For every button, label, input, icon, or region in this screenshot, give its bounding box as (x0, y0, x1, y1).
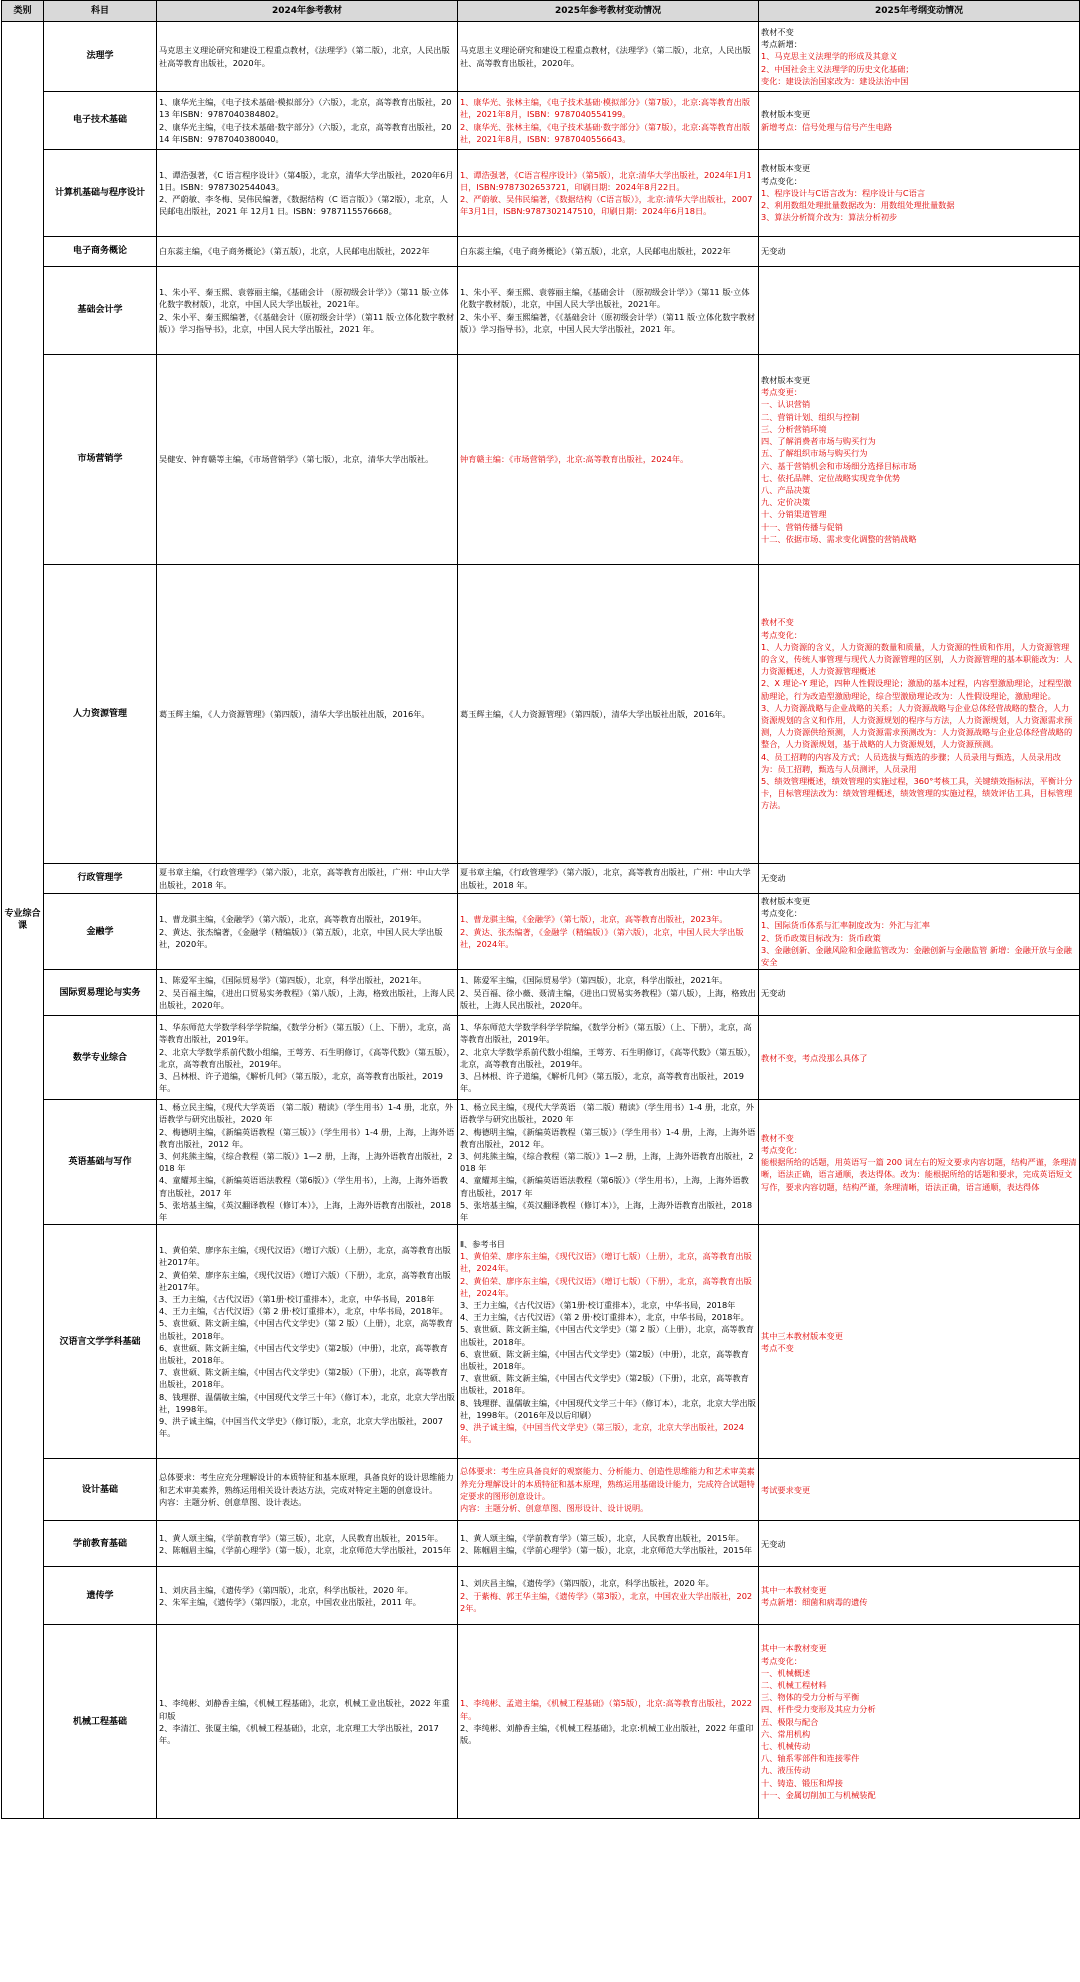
cell-line: 白东蕊主编，《电子商务概论》（第五版），北京，人民邮电出版社，2022年 (159, 246, 430, 257)
table-row (2, 894, 1080, 970)
cell-line: 吴健安、钟育赣等主编，《市场营销学》（第七版），北京，清华大学出版社。 (159, 454, 434, 465)
outline-2025-cell (759, 1521, 1080, 1567)
ref-2024-cell (157, 22, 458, 92)
cell-line: 考点不变 (761, 1342, 794, 1353)
cell-line: 2、吴百福主编，《进出口贸易实务教程》（第八版），上海，格致出版社，上海人民出版社，2020年。 (159, 987, 455, 1010)
outline-2025-cell (759, 150, 1080, 237)
cell-line: 1、刘庆昌主编，《遗传学》（第四版），北京，科学出版社，2020 年。 (460, 1578, 714, 1589)
header-category: 类别 (2, 1, 44, 22)
cell-line: 1、朱小平、秦玉熙、袁蓉丽主编，《基础会计 （原初级会计学）》（第11 版·立体化数字教材版），北京，中国人民大学出版社，2021年。 (460, 287, 750, 310)
cell-line: 能根据所给的话题，用英语写一篇 200 词左右的短文要求内容切题，结构严谨，条理清晰，语法正确，语言通顺，表达得体。改为：能根据所给的话题和要求，完成英语短文写作，要求内容切题，结构严谨，条理清晰，语法正确，语言通顺，表达得体 (761, 1157, 1077, 1192)
cell-line: 8、钱理群、温儒敏主编，《中国现代文学三十年》（修订本），北京，北京大学出版社，1998年。（2016年及以后印刷） (460, 1397, 756, 1420)
cell-line: 2、黄伯荣、廖序东主编，《现代汉语》（增订七版）（下册），北京，高等教育出版社，2024年。 (460, 1275, 752, 1298)
cell-line: 1、黄伯荣、廖序东主编，《现代汉语》（增订七版）（上册），北京，高等教育出版社，2024年。 (460, 1251, 752, 1274)
cell-line: 1、刘庆昌主编，《遗传学》（第四版），北京，科学出版社，2020 年。 (159, 1584, 413, 1595)
cell-line: 4、王力主编，《古代汉语》（第 2 册·校订重排本），北京，中华书局，2018年。 (460, 1312, 749, 1323)
header-row (2, 1, 1080, 22)
outline-2025-cell (759, 267, 1080, 355)
cell-line: 五、极限与配合 (761, 1716, 819, 1727)
cell-line: 7、袁世硕、陈文新主编，《中国古代文学史》（第2版）（下册），北京，高等教育出版社，2018年。 (159, 1367, 448, 1390)
ref-2025-cell (458, 1521, 759, 1567)
cell-line: 1、黄伯荣、廖序东主编，《现代汉语》（增订六版）（上册），北京，高等教育出版社2017年。 (159, 1245, 451, 1268)
subject-cell: 法理学 (44, 22, 157, 92)
cell-line: 2、朱小平、秦玉熙编著，《《基础会计（原初级会计学）（第11 版·立体化数字教材版）》学习指导书》，北京，中国人民大学出版社，2021 年。 (460, 311, 756, 334)
cell-line: 四、了解消费者市场与购买行为 (761, 436, 876, 447)
table-row (2, 92, 1080, 150)
cell-line: 5、袁世硕、陈文新主编，《中国古代文学史》（第 2 版）（上册），北京，高等教育出版社，2018年。 (460, 1324, 754, 1347)
cell-line: 葛玉辉主编，《人力资源管理》（第四版），清华大学出版社出版，2016年。 (460, 708, 731, 719)
cell-line: 2、中国社会主义法理学的历史文化基础； (761, 63, 914, 74)
ref-2025-cell (458, 970, 759, 1016)
outline-2025-cell (759, 970, 1080, 1016)
ref-2024-cell (157, 970, 458, 1016)
cell-line: 3、王力主编，《古代汉语》（第1册·校订重排本），北京，中华书局，2018年 (460, 1300, 736, 1311)
cell-line: 教材版本变更 (761, 109, 811, 120)
subject-cell: 基础会计学 (44, 267, 157, 355)
cell-line: 二、营销计划、组织与控制 (761, 411, 860, 422)
cell-line: 2、北京大学数学系前代数小组编，王萼芳、石生明修订，《高等代数》（第五版），北京，高等教育出版社，2019年。 (460, 1046, 756, 1069)
cell-line: 十一、金属切削加工与机械装配 (761, 1789, 876, 1800)
cell-line: 七、依托品牌、定位战略实现竞争优势 (761, 472, 901, 483)
subject-cell: 机械工程基础 (44, 1625, 157, 1819)
cell-line: 1、陈爱军主编，《国际贸易学》（第四版），北京，科学出版社，2021年。 (159, 975, 427, 986)
cell-line: 4、童耀邦主编，《新编英语语法教程（第6版）》（学生用书），上海，上海外语教育出版社，2017 年 (159, 1175, 448, 1198)
cell-line: 十、分销渠道管理 (761, 509, 827, 520)
cell-line: 3、人力资源战略与企业战略的关系；人力资源战略与企业总体经营战略的整合，人力资源规划的含义和作用，人力资源规划的程序与方法，人力资源规划，人力资源需求预测，人力资源供给预测，人力资源需求预测改为：人力资源战略与企业总体经营战略的整合，人力资源规划，基于战略的人力资源规划，人力资源预测。 (761, 702, 1073, 750)
cell-line: 2、黄达、张杰编著，《金融学（精编版）》（第五版），北京，中国人民大学出版社，2020年。 (159, 926, 443, 949)
ref-2024-cell (157, 1225, 458, 1459)
outline-2025-cell (759, 1625, 1080, 1819)
cell-line: 1、马克思主义法理学的形成及其意义 (761, 51, 898, 62)
cell-line: 总体要求：考生应充分理解设计的本质特征和基本原理，具备良好的设计思维能力和艺术审美素养，熟练运用相关设计表达方法，完成对特定主题的创意设计。 (159, 1472, 454, 1495)
table-row (2, 1521, 1080, 1567)
cell-line: 六、基于营销机会和市场细分选择目标市场 (761, 460, 917, 471)
cell-line: 2、黄伯荣、廖序东主编，《现代汉语》（增订六版）（下册），北京，高等教育出版社2017年。 (159, 1269, 451, 1292)
cell-line: 2、康华光、张林主编，《电子技术基础·数字部分》（第7版），北京:高等教育出版社，2021年8月，ISBN：9787040556643。 (460, 121, 751, 144)
cell-line: 十一、营销传播与促销 (761, 521, 843, 532)
table-row (2, 1016, 1080, 1100)
ref-2024-cell (157, 1100, 458, 1225)
ref-2025-cell (458, 237, 759, 267)
cell-line: 四、杆件受力变形及其应力分析 (761, 1704, 876, 1715)
subject-cell: 学前教育基础 (44, 1521, 157, 1567)
subject-cell: 人力资源管理 (44, 565, 157, 864)
subject-cell: 数学专业综合 (44, 1016, 157, 1100)
table-row (2, 1459, 1080, 1521)
table-row (2, 565, 1080, 864)
cell-line: 2、X 理论-Y 理论，四种人性假设理论；激励的基本过程，内容型激励理论，过程型激励理论，行为改造型激励理论，综合型激励理论改为：人性假设理论，激励理论。 (761, 678, 1072, 701)
cell-line: 1、谭浩强著，《C 语言程序设计》（第4版），北京，清华大学出版社，2020年6月1日。ISBN：9787302544043。 (159, 169, 454, 192)
category-cell: 专业综合课 (2, 22, 44, 1819)
cell-line: 4、童耀邦主编，《新编英语语法教程（第6版）》（学生用书），上海，上海外语教育出版社，2017 年 (460, 1175, 749, 1198)
ref-2025-cell (458, 1225, 759, 1459)
cell-line: 教材版本变更 (761, 375, 811, 386)
subject-cell: 电子商务概论 (44, 237, 157, 267)
subject-cell: 遗传学 (44, 1567, 157, 1625)
cell-line: 3、何兆熊主编，《综合教程（第二版）》1—2 册，上海，上海外语教育出版社，2018 年 (460, 1151, 754, 1174)
cell-line: 无变动 (761, 1538, 786, 1549)
cell-line: 2、朱军主编，《遗传学》（第四版），北京，中国农业出版社，2011 年。 (159, 1596, 421, 1607)
table-row (2, 1225, 1080, 1459)
cell-line: 2、李清江、张厦主编，《机械工程基础》，北京，北京理工大学出版社，2017年。 (159, 1722, 439, 1745)
cell-line: 无变动 (761, 987, 786, 998)
ref-2025-cell (458, 150, 759, 237)
cell-line: 1、曹龙骐主编，《金融学》（第六版），北京，高等教育出版社，2019年。 (159, 914, 427, 925)
cell-line: 2、于紫梅、郭王华主编，《遗传学》（第3版），北京，中国农业大学出版社，2022年。 (460, 1590, 753, 1613)
cell-line: 2、货币政策目标改为：货币政策 (761, 932, 881, 943)
cell-line: 1、黄人颂主编，《学前教育学》（第三版），北京，人民教育出版社，2015年。 (460, 1532, 744, 1543)
cell-line: 一、机械概述 (761, 1667, 811, 1678)
ref-2025-cell (458, 267, 759, 355)
cell-line: 8、钱理群、温儒敏主编，《中国现代文学三十年》（修订本），北京，北京大学出版社，1998年。 (159, 1391, 455, 1414)
cell-line: 三、分析营销环境 (761, 423, 827, 434)
ref-2025-cell (458, 1100, 759, 1225)
cell-line: 无变动 (761, 873, 786, 884)
cell-line: 教材不变 (761, 617, 794, 628)
syllabus-change-table (1, 0, 1080, 1819)
outline-2025-cell (759, 565, 1080, 864)
ref-2025-cell (458, 894, 759, 970)
cell-line: 考点新增：细菌和病毒的遗传 (761, 1596, 868, 1607)
outline-2025-cell (759, 22, 1080, 92)
cell-line: 葛玉辉主编，《人力资源管理》（第四版），清华大学出版社出版，2016年。 (159, 708, 430, 719)
cell-line: 教材版本变更 (761, 163, 811, 174)
cell-line: 5、袁世硕、陈文新主编，《中国古代文学史》（第 2 版）（上册），北京，高等教育出版社，2018年。 (159, 1318, 453, 1341)
cell-line: 3、王力主编，《古代汉语》（第1册·校订重排本），北京，中华书局，2018年 (159, 1293, 435, 1304)
ref-2025-cell (458, 565, 759, 864)
cell-line: 1、人力资源的含义，人力资源的数量和质量，人力资源的性质和作用，人力资源管理的含义，传统人事管理与现代人力资源管理的区别，人力资源管理的基本职能改为：人力资源概述，人力资源管理概述 (761, 641, 1073, 677)
header-subject: 科目 (44, 1, 157, 22)
cell-line: 6、袁世硕、陈文新主编，《中国古代文学史》（第2版）（中册），北京，高等教育出版社，2018年。 (159, 1342, 448, 1365)
table-row (2, 237, 1080, 267)
ref-2024-cell (157, 355, 458, 565)
cell-line: 7、袁世硕、陈文新主编，《中国古代文学史》（第2版）（下册），北京，高等教育出版社，2018年。 (460, 1373, 749, 1396)
cell-line: 九、定价决策 (761, 497, 811, 508)
cell-line: 其中一本教材变更 (761, 1643, 827, 1654)
ref-2025-cell (458, 355, 759, 565)
cell-line: 2、梅德明主编，《新编英语教程（第三版）》（学生用书）1-4 册，上海，上海外语教育出版社，2012 年。 (460, 1126, 756, 1149)
ref-2024-cell (157, 267, 458, 355)
ref-2024-cell (157, 237, 458, 267)
cell-line: 六、常用机构 (761, 1728, 811, 1739)
cell-line: 七、机械传动 (761, 1741, 811, 1752)
cell-line: 考点变化： (761, 175, 802, 186)
subject-cell: 英语基础与写作 (44, 1100, 157, 1225)
ref-2024-cell (157, 1567, 458, 1625)
cell-line: 2、北京大学数学系前代数小组编，王萼芳、石生明修订，《高等代数》（第五版），北京，高等教育出版社，2019年。 (159, 1046, 455, 1069)
cell-line: 教材不变 (761, 1132, 794, 1143)
outline-2025-cell (759, 92, 1080, 150)
cell-line: 考点变更： (761, 387, 802, 398)
cell-line: 1、谭浩强著，《C语言程序设计》（第5版），北京:清华大学出版社，2024年1月1日，ISBN:9787302653721，印刷日期：2024年8月22日。 (460, 169, 752, 192)
ref-2024-cell (157, 565, 458, 864)
cell-line: 考点新增： (761, 39, 802, 50)
cell-line: 1、陈爱军主编，《国际贸易学》（第四版），北京，科学出版社，2021年。 (460, 975, 728, 986)
cell-line: 教材不变 (761, 26, 794, 37)
cell-line: 1、黄人颂主编，《学前教育学》（第三版），北京，人民教育出版社，2015年。 (159, 1532, 443, 1543)
ref-2025-cell (458, 1625, 759, 1819)
cell-line: 二、机械工程材料 (761, 1680, 827, 1691)
cell-line: 1、杨立民主编，《现代大学英语 （第二版）精读》（学生用书）1-4 册，北京，外语教学与研究出版社，2020 年 (460, 1102, 754, 1125)
cell-line: 5、绩效管理概述，绩效管理的实施过程，360°考核工具，关键绩效指标法，平衡计分卡，目标管理法改为：绩效管理概述，绩效管理的实施过程，绩效评估工具，目标管理方法。 (761, 776, 1073, 811)
ref-2024-cell (157, 894, 458, 970)
cell-line: 三、物体的受力分析与平衡 (761, 1692, 860, 1703)
subject-cell: 国际贸易理论与实务 (44, 970, 157, 1016)
ref-2024-cell (157, 1625, 458, 1819)
cell-line: 考试要求变更 (761, 1484, 811, 1495)
subject-cell: 计算机基础与程序设计 (44, 150, 157, 237)
cell-line: 无变动 (761, 246, 786, 257)
cell-line: 4、王力主编，《古代汉语》（第 2 册·校订重排本），北京，中华书局，2018年。 (159, 1306, 448, 1317)
cell-line: 1、康华光主编，《电子技术基础·模拟部分》（六版），北京，高等教育出版社，2013 年ISBN：9787040384802。 (159, 97, 452, 120)
cell-line: 3、何兆熊主编，《综合教程（第二版）》1—2 册，上海，上海外语教育出版社，2018 年 (159, 1151, 453, 1174)
cell-line: 1、华东师范大学数学科学学院编，《数学分析》（第五版）（上、下册），北京，高等教育出版社，2019年。 (159, 1022, 451, 1045)
table-row (2, 864, 1080, 894)
cell-line: 八、轴系零部件和连接零件 (761, 1753, 860, 1764)
cell-line: 2、朱小平、秦玉熙编著，《《基础会计（原初级会计学）（第11 版·立体化数字教材版）》学习指导书》，北京，中国人民大学出版社，2021 年。 (159, 311, 455, 334)
cell-line: 变化：建设法治国家改为：建设法治中国 (761, 75, 909, 86)
cell-line: 1、国际货币体系与汇率制度改为：外汇与汇率 (761, 920, 930, 931)
table-row (2, 1567, 1080, 1625)
subject-cell: 市场营销学 (44, 355, 157, 565)
cell-line: 2、李纯彬、刘静香主编，《机械工程基础》，北京:机械工业出版社，2022 年重印版。 (460, 1722, 754, 1745)
cell-line: 1、杨立民主编，《现代大学英语 （第二版）精读》（学生用书）1-4 册，北京，外语教学与研究出版社，2020 年 (159, 1102, 453, 1125)
ref-2025-cell (458, 1459, 759, 1521)
cell-line: 2、黄达、张杰编著，《金融学（精编版）》（第六版），北京，中国人民大学出版社，2024年。 (460, 926, 744, 949)
table-row (2, 22, 1080, 92)
cell-line: 9、洪子诚主编，《中国当代文学史》（第三版），北京，北京大学出版社，2024年。 (460, 1422, 744, 1445)
ref-2025-cell (458, 1567, 759, 1625)
cell-line: 4、员工招聘的内容及方式；人员选拔与甄选的步骤；人员录用与甄选，人员录用改为：员工招聘，甄选与人员测评，人员录用 (761, 751, 1061, 774)
cell-line: 一、认识营销 (761, 399, 811, 410)
subject-cell: 汉语言文学学科基础 (44, 1225, 157, 1459)
cell-line: 其中三本教材版本变更 (761, 1330, 843, 1341)
cell-line: 考点变化： (761, 629, 802, 640)
outline-2025-cell (759, 1225, 1080, 1459)
cell-line: 九、液压传动 (761, 1765, 811, 1776)
cell-line: 白东蕊主编，《电子商务概论》（第五版），北京，人民邮电出版社，2022年 (460, 246, 731, 257)
cell-line: 6、袁世硕、陈文新主编，《中国古代文学史》（第2版）（中册），北京，高等教育出版社，2018年。 (460, 1348, 749, 1372)
cell-line: 教材不变，考点没那么具体了 (761, 1052, 868, 1063)
cell-line: 2、陈帼眉主编，《学前心理学》（第一版），北京，北京师范大学出版社，2015年 (159, 1544, 452, 1555)
cell-line: 五、了解组织市场与购买行为 (761, 448, 868, 459)
outline-2025-cell (759, 1459, 1080, 1521)
ref-2024-cell (157, 92, 458, 150)
header-ref-2024: 2024年参考教材 (157, 1, 458, 22)
table-row (2, 1100, 1080, 1225)
cell-line: 2、吴百福、徐小薇、聂清主编，《进出口贸易实务教程》（第八版），上海，格致出版社，上海人民出版社，2020年。 (460, 987, 756, 1010)
cell-line: 1、曹龙骐主编，《金融学》（第七版），北京，高等教育出版社，2023年。 (460, 914, 728, 925)
cell-line: 2、利用数组处理批量数据改为：用数组处理批量数据 (761, 200, 955, 211)
cell-line: 夏书章主编，《行政管理学》（第六版），北京，高等教育出版社，广州：中山大学出版社，2018 年。 (460, 867, 751, 890)
cell-line: 十二、依据市场、需求变化调整的营销战略 (761, 533, 917, 544)
cell-line: 考点变化： (761, 1144, 802, 1155)
subject-cell: 设计基础 (44, 1459, 157, 1521)
cell-line: 考点变化： (761, 1655, 802, 1666)
outline-2025-cell (759, 1100, 1080, 1225)
outline-2025-cell (759, 864, 1080, 894)
cell-line: 内容：主题分析、创意草图、设计表达。 (159, 1496, 307, 1507)
cell-line: 1、李纯彬、刘静香主编，《机械工程基础》，北京，机械工业出版社，2022 年重印版 (159, 1698, 450, 1721)
cell-line: Ⅱ、参考书目 (460, 1239, 505, 1250)
cell-line: 5、张培基主编，《英汉翻译教程（修订本）》，上海，上海外语教育出版社，2018 年 (460, 1199, 753, 1223)
ref-2024-cell (157, 1016, 458, 1100)
table-row (2, 267, 1080, 355)
cell-line: 钟育赣主编：《市场营销学》，北京:高等教育出版社，2024年。 (460, 454, 689, 465)
cell-line: 教材版本变更 (761, 896, 811, 906)
cell-line: 新增考点：信号处理与信号产生电路 (761, 121, 893, 132)
table-row (2, 1625, 1080, 1819)
table-row (2, 150, 1080, 237)
ref-2025-cell (458, 864, 759, 894)
subject-cell: 电子技术基础 (44, 92, 157, 150)
cell-line: 9、洪子诚主编，《中国当代文学史》（修订版），北京，北京大学出版社，2007年。 (159, 1415, 443, 1439)
ref-2024-cell (157, 1459, 458, 1521)
cell-line: 2、康华光主编，《电子技术基础·数字部分》（六版），北京，高等教育出版社，2014 年ISBN：9787040380040。 (159, 121, 452, 144)
cell-line: 3、算法分析简介改为：算法分析初步 (761, 212, 898, 223)
outline-2025-cell (759, 1016, 1080, 1100)
subject-cell: 金融学 (44, 894, 157, 970)
cell-line: 八、产品决策 (761, 484, 811, 495)
cell-line: 1、康华光、张林主编，《电子技术基础·模拟部分》（第7版），北京:高等教育出版社，2021年8月，ISBN：9787040554199。 (460, 97, 751, 120)
table-row (2, 970, 1080, 1016)
ref-2024-cell (157, 150, 458, 237)
cell-line: 3、吕林根、许子道编，《解析几何》（第五版），北京，高等教育出版社，2019年。 (159, 1070, 443, 1094)
cell-line: 夏书章主编，《行政管理学》（第六版），北京，高等教育出版社，广州：中山大学出版社，2018 年。 (159, 867, 450, 890)
ref-2025-cell (458, 1016, 759, 1100)
cell-line: 2、严蔚敏、李冬梅、吴伟民编著，《数据结构（C 语言版）》（第2版），北京，人民邮电出版社，2021 年 12月1 日。ISBN：9787115576668。 (159, 194, 448, 217)
cell-line: 2、陈帼眉主编，《学前心理学》（第一版），北京，北京师范大学出版社，2015年 (460, 1544, 753, 1555)
outline-2025-cell (759, 355, 1080, 565)
cell-line: 2、严蔚敏、吴伟民编著，《数据结构（C语言版）》，北京:清华大学出版社，2007年3月1日，ISBN:9787302147510，印刷日期：2024年6月18日。 (460, 194, 753, 217)
outline-2025-cell (759, 1567, 1080, 1625)
cell-line: 总体要求：考生应具备良好的观察能力、分析能力、创造性思维能力和艺术审美素养充分理解设计的本质特征和基本原理，熟练运用基础设计能力，完成符合试题特定要求的图形创意设计。 (460, 1466, 755, 1501)
cell-line: 3、吕林根、许子道编，《解析几何》（第五版），北京，高等教育出版社，2019年。 (460, 1070, 744, 1094)
outline-2025-cell (759, 237, 1080, 267)
cell-line: 1、程序设计与C语言改为：程序设计与C语言 (761, 187, 926, 198)
cell-line: 1、朱小平、秦玉熙、袁蓉丽主编，《基础会计 （原初级会计学）》（第11 版·立体化数字教材版），北京，中国人民大学出版社，2021年。 (159, 287, 449, 310)
cell-line: 其中一本教材变更 (761, 1584, 827, 1595)
cell-line: 3、金融创新、金融风险和金融监管改为：金融创新与金融监管 新增：金融开放与金融安全 (761, 944, 1072, 968)
ref-2024-cell (157, 1521, 458, 1567)
cell-line: 马克思主义理论研究和建设工程重点教材，《法理学》（第二版），北京，人民出版社、高等教育出版社，2020年。 (460, 45, 751, 68)
subject-cell: 行政管理学 (44, 864, 157, 894)
cell-line: 5、张培基主编，《英汉翻译教程（修订本）》，上海，上海外语教育出版社，2018 年 (159, 1199, 452, 1223)
cell-line: 马克思主义理论研究和建设工程重点教材，《法理学》（第二版），北京，人民出版社高等教育出版社，2020年。 (159, 45, 450, 68)
ref-2025-cell (458, 22, 759, 92)
cell-line: 十、铸造、锻压和焊接 (761, 1777, 843, 1788)
cell-line: 1、李纯彬、孟道主编，《机械工程基础》（第5版），北京:高等教育出版社，2022年。 (460, 1698, 752, 1721)
cell-line: 2、梅德明主编，《新编英语教程（第三版）》（学生用书）1-4 册，上海，上海外语教育出版社，2012 年。 (159, 1126, 455, 1149)
header-ref-2025: 2025年参考教材变动情况 (458, 1, 759, 22)
ref-2025-cell (458, 92, 759, 150)
outline-2025-cell (759, 894, 1080, 970)
table-row (2, 355, 1080, 565)
cell-line: 内容：主题分析、创意草图、图形设计、设计说明。 (460, 1502, 649, 1513)
cell-line: 1、华东师范大学数学科学学院编，《数学分析》（第五版）（上、下册），北京，高等教育出版社，2019年。 (460, 1022, 752, 1045)
cell-line: 考点变化： (761, 908, 802, 919)
ref-2024-cell (157, 864, 458, 894)
header-outline-2025: 2025年考纲变动情况 (759, 1, 1080, 22)
